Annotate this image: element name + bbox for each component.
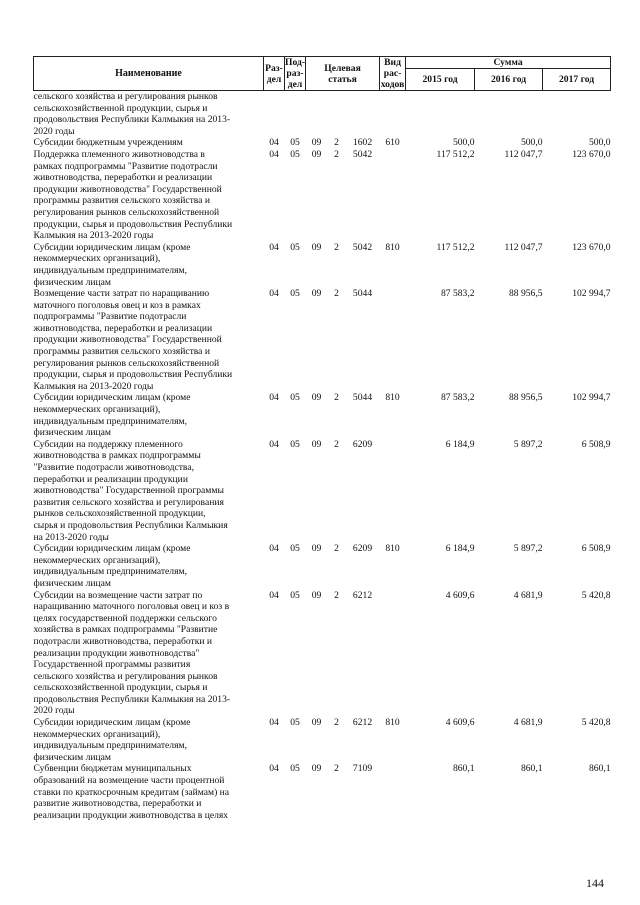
row-podrazdel: 05 [290, 589, 300, 601]
row-sum-2015: 6 184,9 [445, 438, 475, 450]
table-row [34, 91, 611, 138]
row-sum-2016: 860,1 [520, 763, 543, 775]
header-sum: Сумма [406, 57, 611, 69]
row-target-subprogram: 2 [334, 543, 339, 555]
row-target-program: 09 [311, 288, 322, 300]
table-row [34, 590, 611, 718]
row-target-direction [346, 91, 380, 138]
row-sum-2015: 500,0 [452, 137, 475, 149]
row-target-program: 09 [311, 717, 322, 729]
row-razdel: 04 [269, 438, 279, 450]
row-razdel [264, 91, 285, 138]
row-target-direction: 1602 [352, 137, 373, 149]
page-number: 144 [586, 876, 604, 890]
row-sum-2016: 112 047,7 [504, 241, 543, 253]
header-expense-type: Вид рас- ходов [380, 57, 405, 90]
row-podrazdel: 05 [290, 288, 300, 300]
table-row [34, 439, 611, 543]
row-sum-2015: 4 609,6 [445, 589, 475, 601]
table-row [34, 543, 611, 589]
row-expense-type: 610 [385, 137, 400, 149]
row-target-program: 09 [311, 543, 322, 555]
row-target-direction: 6212 [352, 717, 373, 729]
row-target-program: 09 [311, 241, 322, 253]
header-target-article: Целевая статья [306, 57, 380, 91]
header-year-2016: 2016 год [475, 69, 543, 91]
table-row [34, 392, 611, 438]
row-target-direction: 6212 [352, 589, 373, 601]
row-sum-2015: 87 583,2 [440, 392, 475, 404]
row-target-subprogram: 2 [334, 438, 339, 450]
row-sum-2017: 5 420,8 [581, 717, 611, 729]
row-sum-2016: 88 956,5 [508, 392, 543, 404]
row-razdel: 04 [269, 763, 279, 775]
row-target-subprogram: 2 [334, 241, 339, 253]
row-sum-2016: 500,0 [520, 137, 543, 149]
row-expense-type: 810 [385, 392, 400, 404]
row-sum-2015: 117 512,2 [436, 148, 475, 160]
row-sum-2015: 117 512,2 [436, 241, 475, 253]
row-podrazdel: 05 [290, 438, 300, 450]
header-year-2015: 2015 год [406, 69, 475, 91]
budget-table [33, 56, 611, 821]
row-expense-type [380, 439, 406, 543]
row-sum-2017: 5 420,8 [581, 589, 611, 601]
row-target-subprogram: 2 [334, 148, 339, 160]
row-sum-2016 [475, 91, 543, 138]
row-razdel: 04 [269, 589, 279, 601]
row-sum-2015: 87 583,2 [440, 288, 475, 300]
table-row [34, 288, 611, 392]
row-target-subprogram: 2 [334, 288, 339, 300]
row-podrazdel: 05 [290, 148, 300, 160]
row-razdel: 04 [269, 392, 279, 404]
row-expense-type: 810 [385, 241, 400, 253]
row-podrazdel: 05 [290, 392, 300, 404]
row-expense-type: 810 [385, 543, 400, 555]
row-expense-type [380, 763, 406, 821]
row-sum-2017: 6 508,9 [581, 543, 611, 555]
row-podrazdel: 05 [290, 137, 300, 149]
row-name: Субсидии на возмещение части затрат по наращиванию маточного поголовья овец и коз в целях государственной поддержки сельского хозяйства в рамках подпрограммы "Развитие подотрасли животноводства, переработки и реализации продукции животноводства" Государственной программы развития сельского хозяйства и регулирования рынков сельскохозяйственной продукции, сырья и продовольствия Республики Калмыкия на 2013- 2020 годы [33, 589, 231, 717]
header-name: Наименование [34, 57, 264, 91]
row-target-subprogram: 2 [334, 392, 339, 404]
row-sum-2015 [406, 91, 475, 138]
table-body [34, 91, 611, 822]
row-sum-2017: 500,0 [588, 137, 611, 149]
row-target-program: 09 [311, 148, 322, 160]
row-podrazdel: 05 [290, 241, 300, 253]
row-target-program: 09 [311, 589, 322, 601]
row-sum-2017: 860,1 [588, 763, 611, 775]
row-expense-type [380, 91, 406, 138]
row-razdel: 04 [269, 288, 279, 300]
row-sum-2017: 6 508,9 [581, 438, 611, 450]
row-target-direction: 5044 [352, 288, 373, 300]
row-sum-2016: 112 047,7 [504, 148, 543, 160]
row-target-subprogram: 2 [334, 589, 339, 601]
row-sum-2016: 5 897,2 [513, 438, 543, 450]
header-year-2017: 2017 год [543, 69, 611, 91]
row-name: Субвенции бюджетам муниципальных образований на возмещение части процентной ставки по краткосрочным кредитам (займам) на развитие животноводства, переработки и реализации продукции животноводства в целях [33, 763, 230, 821]
table-row [34, 149, 611, 242]
row-target-program [306, 91, 328, 138]
row-target-direction: 6209 [352, 438, 373, 450]
row-name: Субсидии юридическим лицам (кроме некоммерческих организаций), индивидуальным предпринимателям, физическим лицам [33, 543, 191, 589]
row-sum-2017: 123 670,0 [572, 241, 611, 253]
row-target-direction: 5042 [352, 148, 373, 160]
row-name: Возмещение части затрат по наращиванию маточного поголовья овец и коз в рамках подпрограммы "Развитие подотрасли животноводства, переработки и реализации продукции животноводства" Государственной программы развития сельского хозяйства и регулирования рынков сельскохозяйственной продукции, сырья и продовольствия Республики Калмыкия на 2013-2020 годы [33, 288, 233, 392]
row-name: Субсидии юридическим лицам (кроме некоммерческих организаций), индивидуальным предпринимателям, физическим лицам [33, 392, 191, 439]
row-target-program: 09 [311, 392, 322, 404]
row-target-direction: 6209 [352, 543, 373, 555]
header-razdel: Раз- дел [264, 57, 285, 91]
row-name: Субсидии бюджетным учреждениям [33, 137, 183, 149]
row-podrazdel [285, 91, 306, 138]
row-name: Субсидии на поддержку племенного животноводства в рамках подпрограммы "Развитие подотрасли животноводства, переработки и реализации продукции животноводства" Государственной программы развития сельского хозяйства и регулирования рынков сельскохозяйственной продукции, сырья и продовольствия Республики Калмыкия на 2013-2020 годы [33, 438, 228, 543]
row-expense-type [380, 149, 406, 242]
row-sum-2017: 102 994,7 [572, 392, 611, 404]
row-expense-type [380, 288, 406, 392]
table-row [34, 717, 611, 763]
row-target-direction: 5042 [352, 241, 373, 253]
row-name: Поддержка племенного животноводства в рамках подпрограммы "Развитие подотрасли животноводства, переработки и реализации продукции животноводства" Государственной программы развития сельского хозяйства и регулирования рынков сельскохозяйственной продукции, сырья и продовольствия Республики Калмыкия на 2013-2020 годы [33, 148, 233, 242]
row-target-subprogram [328, 91, 346, 138]
row-sum-2015: 4 609,6 [445, 717, 475, 729]
row-sum-2016: 5 897,2 [513, 543, 543, 555]
row-sum-2015: 860,1 [452, 763, 475, 775]
row-podrazdel: 05 [290, 763, 300, 775]
row-name: Субсидии юридическим лицам (кроме некоммерческих организаций), индивидуальным предпринимателям, физическим лицам [33, 241, 191, 288]
row-podrazdel: 05 [290, 717, 300, 729]
row-target-direction: 5044 [352, 392, 373, 404]
row-podrazdel: 05 [290, 543, 300, 555]
row-razdel: 04 [269, 148, 279, 160]
table-row [34, 242, 611, 288]
row-razdel: 04 [269, 137, 279, 149]
row-sum-2017: 123 670,0 [572, 148, 611, 160]
row-sum-2016: 4 681,9 [513, 717, 543, 729]
table-row [34, 137, 611, 149]
header-podrazdel: Под- раз- дел [285, 57, 306, 90]
row-target-subprogram: 2 [334, 137, 339, 149]
row-razdel: 04 [269, 717, 279, 729]
row-expense-type: 810 [385, 717, 400, 729]
table-header [34, 57, 611, 91]
row-sum-2015: 6 184,9 [445, 543, 475, 555]
row-target-program: 09 [311, 137, 322, 149]
row-expense-type [380, 590, 406, 718]
table-row [34, 763, 611, 821]
row-sum-2017 [543, 91, 611, 138]
row-target-program: 09 [311, 438, 322, 450]
row-sum-2016: 88 956,5 [508, 288, 543, 300]
row-sum-2017: 102 994,7 [572, 288, 611, 300]
row-razdel: 04 [269, 543, 279, 555]
row-target-subprogram: 2 [334, 763, 339, 775]
row-razdel: 04 [269, 241, 279, 253]
row-target-direction: 7109 [352, 763, 373, 775]
row-target-subprogram: 2 [334, 717, 339, 729]
row-sum-2016: 4 681,9 [513, 589, 543, 601]
row-name: Субсидии юридическим лицам (кроме некоммерческих организаций), индивидуальным предпринимателям, физическим лицам [33, 717, 191, 763]
row-name: сельского хозяйства и регулирования рынков сельскохозяйственной продукции, сырья и продовольствия Республики Калмыкия на 2013- 2020 годы [33, 91, 231, 137]
row-target-program: 09 [311, 763, 322, 775]
